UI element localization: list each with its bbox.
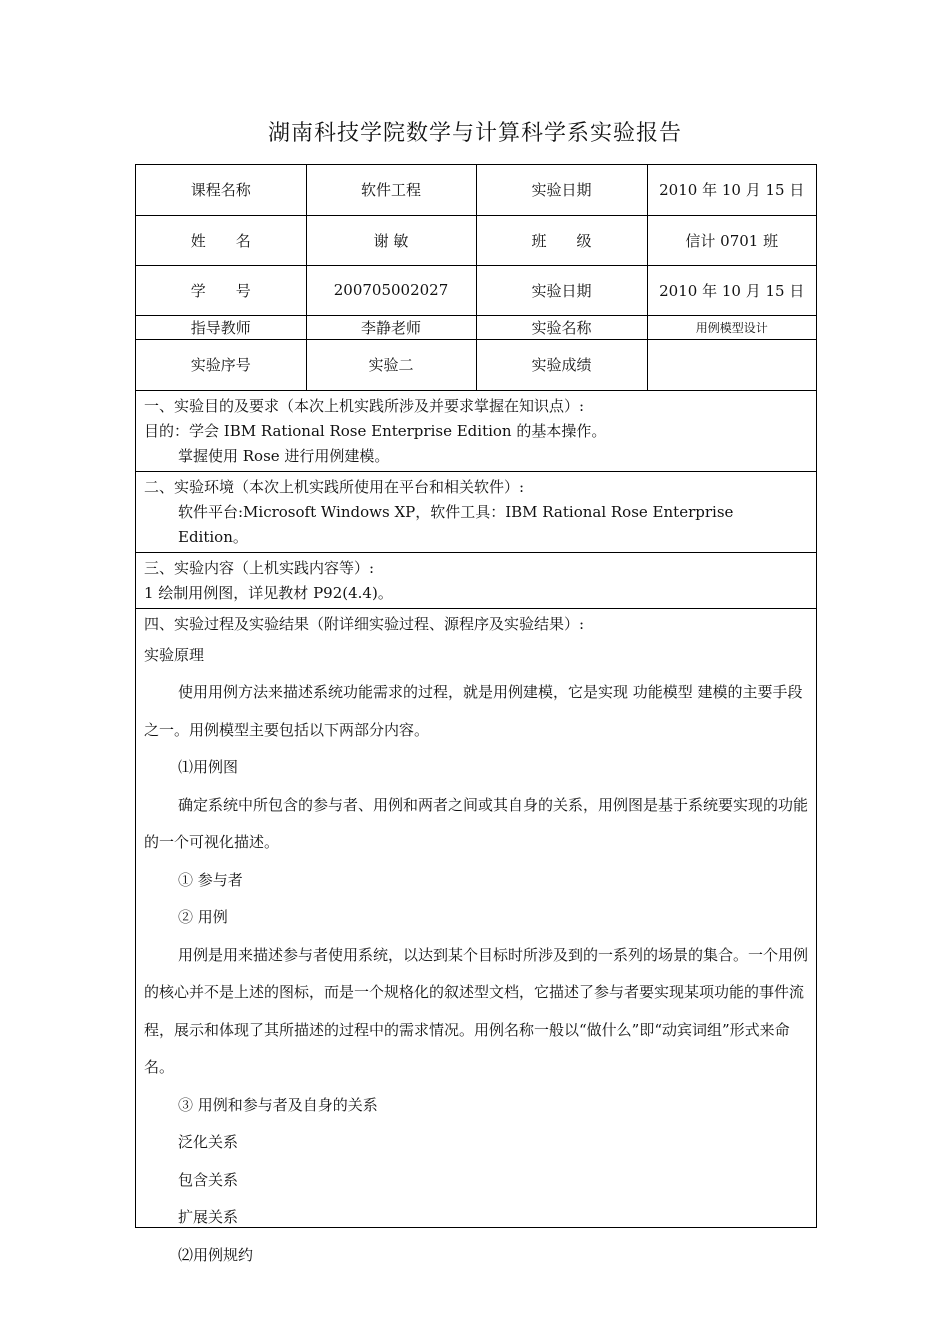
section-process-heading: 四、实验过程及实验结果（附详细实验过程、源程序及实验结果）: (144, 614, 585, 633)
section-environment (136, 472, 816, 553)
info-row-student-id (136, 265, 816, 315)
label-experiment-name: 实验名称 (476, 315, 647, 339)
include-relation: 包含关系 (178, 1170, 239, 1189)
section-content-heading: 三、实验内容（上机实践内容等）: (144, 558, 375, 577)
label-student-name: 姓 名 (136, 215, 306, 265)
section-purpose-goal: 目的：学会 IBM Rational Rose Enterprise Edition 的基本操作。 (144, 421, 607, 440)
extend-relation: 扩展关系 (178, 1208, 239, 1226)
info-row-teacher (136, 315, 816, 339)
relationship-heading: ③ 用例和参与者及自身的关系 (178, 1095, 378, 1114)
value-experiment-date-2: 2010 年 10 月 15 日 (647, 265, 816, 315)
label-teacher: 指导教师 (136, 315, 306, 339)
use-case-spec-heading: ⑵用例规约 (178, 1245, 254, 1264)
value-teacher: 李静老师 (306, 315, 476, 339)
info-table (136, 165, 816, 391)
section-content-item: 1 绘制用例图，详见教材 P92(4.4)。 (144, 583, 393, 602)
label-experiment-date: 实验日期 (476, 165, 647, 215)
info-row-name (136, 215, 816, 265)
principle-paragraph-3: 用例是用来描述参与者使用系统，以达到某个目标时所涉及到的一系列的场景的集合。一个用例的核心并不是上述的图标，而是一个规格化的叙述型文档，它描述了参与者要实现某项功能的事件流程，展示和体现了其所描述的过程中的需求情况。用例名称一般以“做什么”即“动宾词组”形式来命名。 (144, 945, 809, 1076)
use-case-diagram-heading: ⑴用例图 (178, 758, 239, 776)
principle-paragraph-1: 使用用例方法来描述系统功能需求的过程，就是用例建模，它是实现 功能模型 建模的主要手段之一。用例模型主要包括以下两部分内容。 (144, 683, 803, 739)
principle-heading: 实验原理 (144, 645, 205, 664)
value-experiment-name: 用例模型设计 (647, 315, 816, 339)
generalization-relation: 泛化关系 (178, 1133, 239, 1151)
use-case-heading: ② 用例 (178, 908, 228, 926)
section-environment-heading: 二、实验环境（本次上机实践所使用在平台和相关软件）: (144, 477, 525, 496)
value-student-id: 200705002027 (306, 265, 476, 315)
report-form (135, 164, 817, 1264)
label-class: 班 级 (476, 215, 647, 265)
value-experiment-grade (647, 339, 816, 390)
value-class: 信计 0701 班 (647, 215, 816, 265)
value-experiment-number: 实验二 (306, 339, 476, 390)
label-experiment-date-2: 实验日期 (476, 265, 647, 315)
section-process (136, 609, 816, 1275)
section-purpose-master: 掌握使用 Rose 进行用例建模。 (178, 446, 390, 465)
label-experiment-grade: 实验成绩 (476, 339, 647, 390)
value-experiment-date: 2010 年 10 月 15 日 (647, 165, 816, 215)
label-experiment-number: 实验序号 (136, 339, 306, 390)
report-title: 湖南科技学院数学与计算科学系实验报告 (267, 121, 682, 146)
info-row-sequence (136, 339, 816, 390)
info-row-course (136, 165, 816, 215)
value-student-name: 谢 敏 (306, 215, 476, 265)
section-purpose-heading: 一、实验目的及要求（本次上机实践所涉及并要求掌握在知识点）: (144, 396, 585, 415)
label-course-name: 课程名称 (136, 165, 306, 215)
actor-heading: ① 参与者 (178, 870, 243, 889)
principle-paragraph-2: 确定系统中所包含的参与者、用例和两者之间或其自身的关系，用例图是基于系统要实现的功能的一个可视化描述。 (144, 795, 809, 851)
label-student-id: 学 号 (136, 265, 306, 315)
value-course-name: 软件工程 (306, 165, 476, 215)
section-content (136, 553, 816, 609)
section-purpose (136, 391, 816, 472)
section-environment-platform: 软件平台:Microsoft Windows XP，软件工具：IBM Rational Rose Enterprise Edition。 (178, 502, 734, 546)
